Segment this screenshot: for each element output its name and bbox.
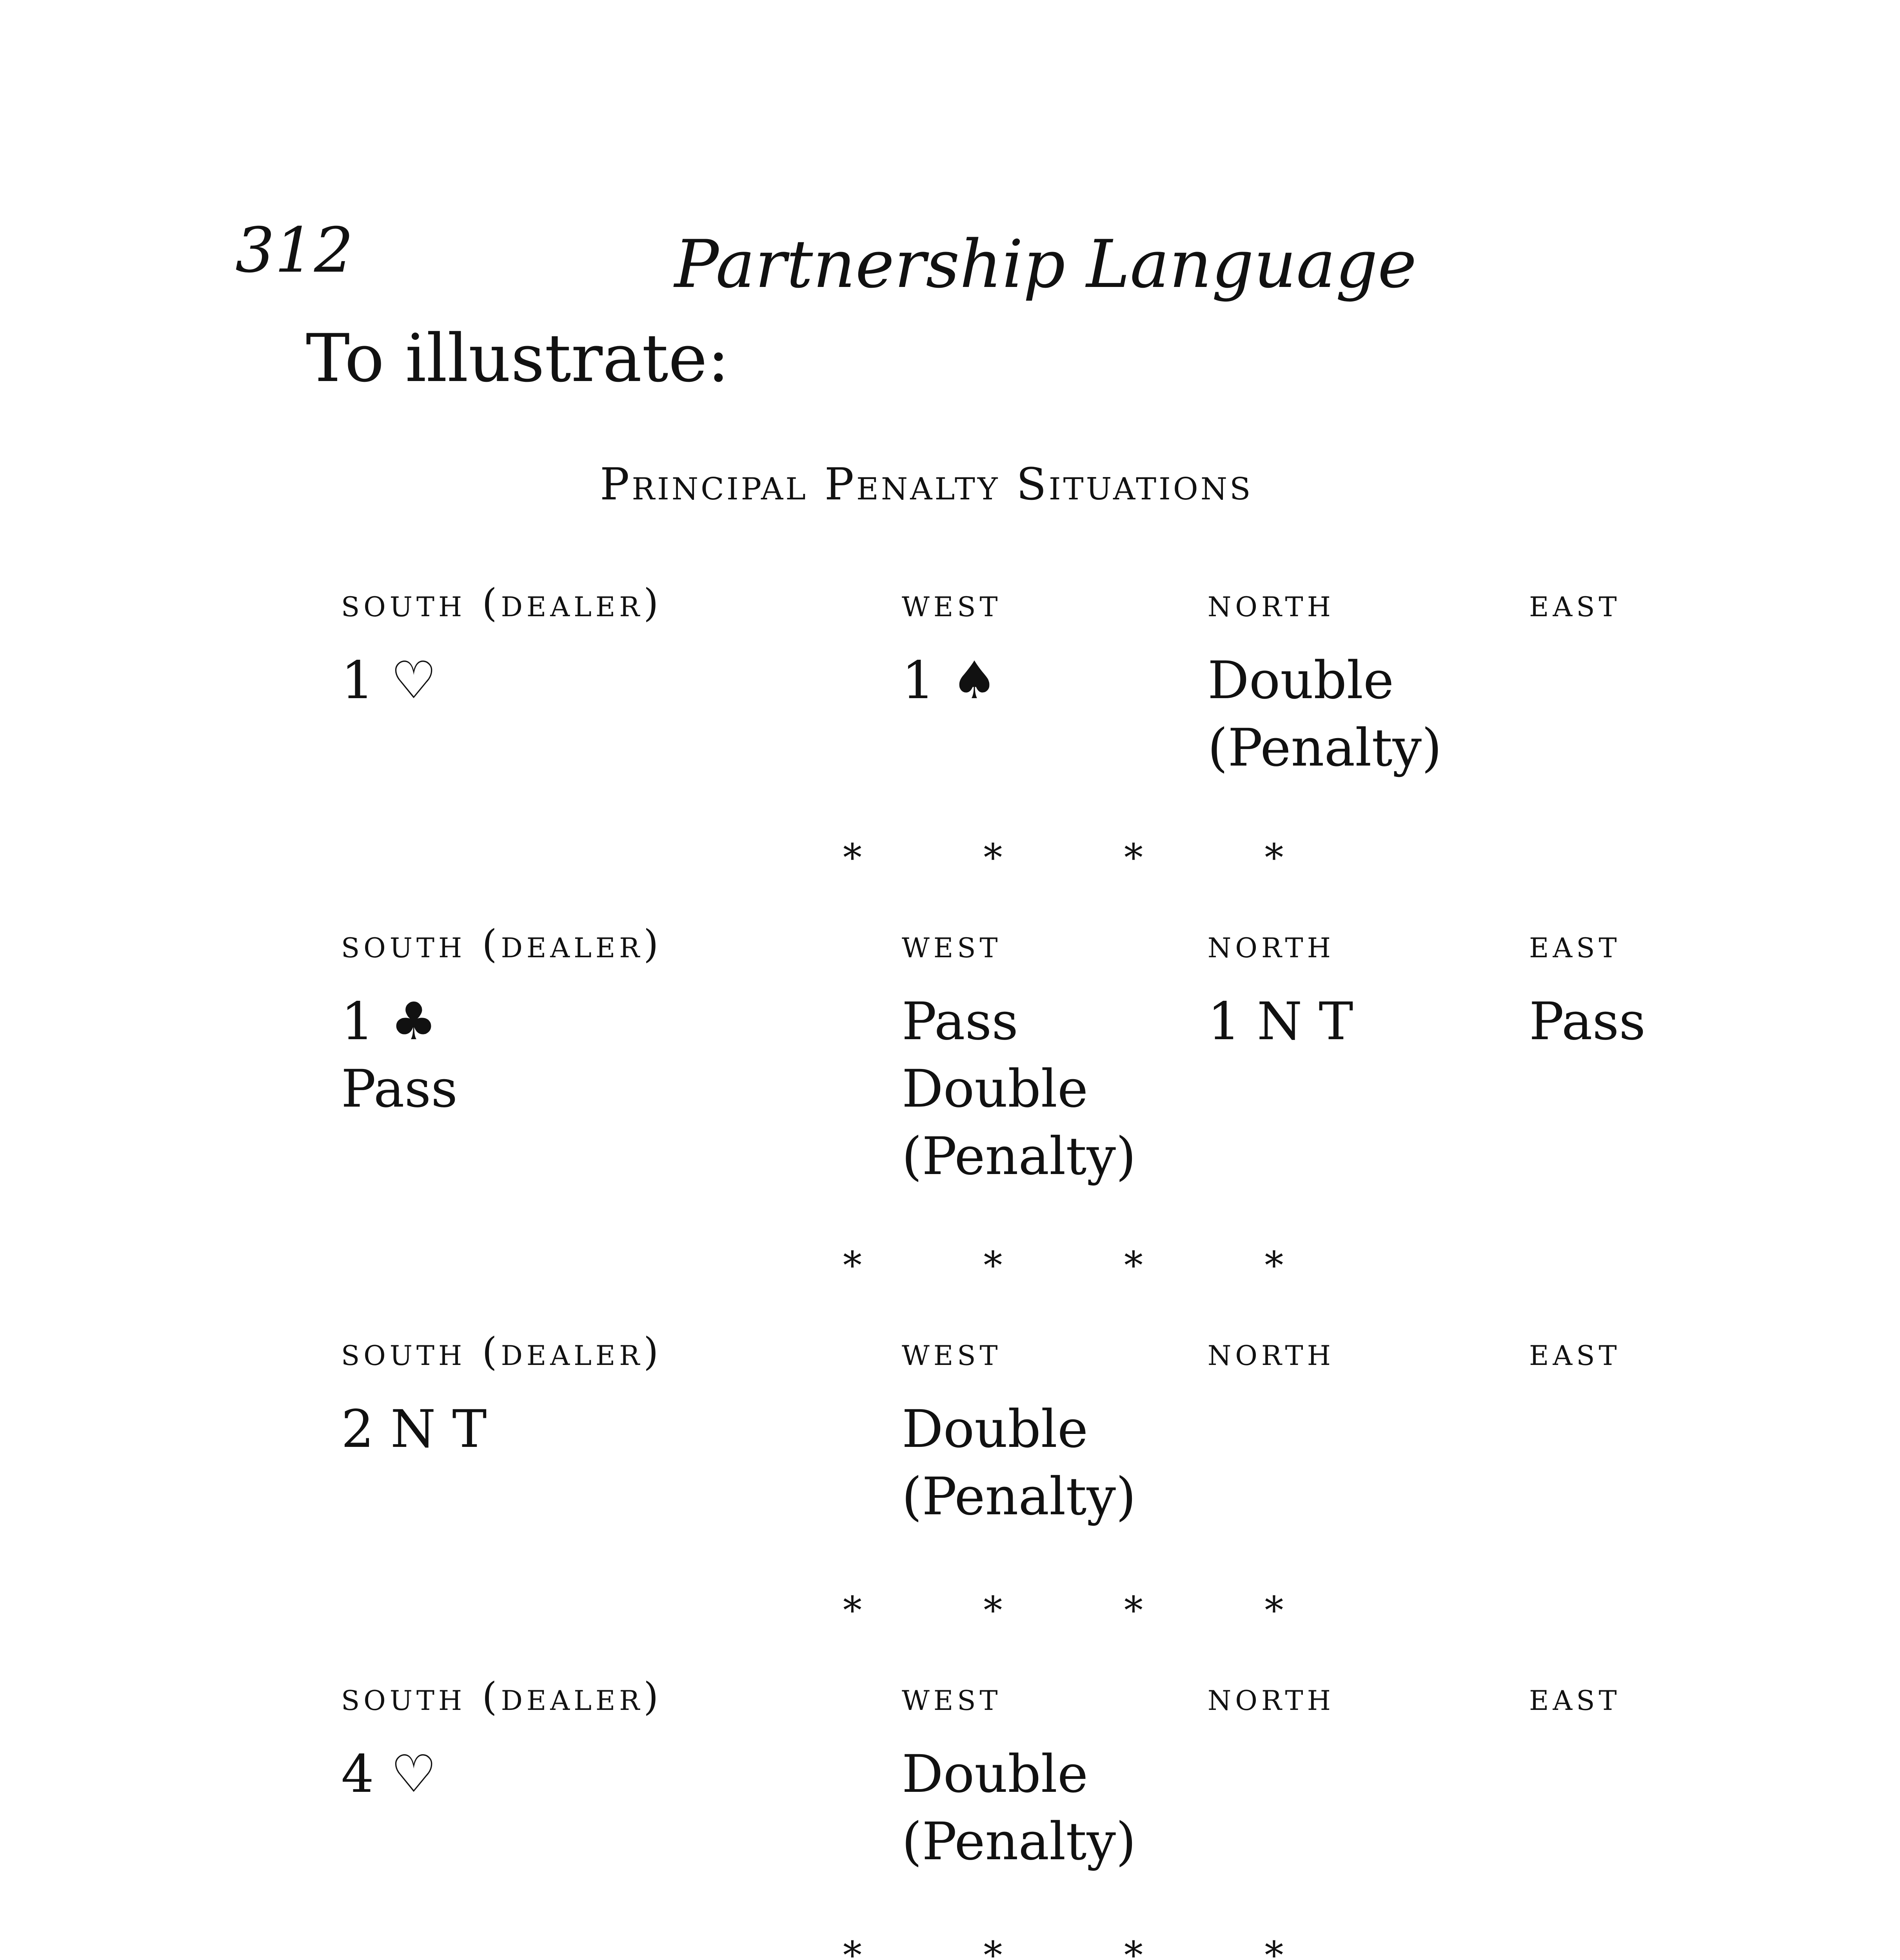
running-head: Partnership Language bbox=[674, 226, 1417, 303]
north-heading: north bbox=[1208, 922, 1335, 967]
east-heading: east bbox=[1529, 1675, 1621, 1719]
west-calls bbox=[902, 1740, 1136, 1875]
east-heading: east bbox=[1529, 922, 1621, 967]
bid-call: Pass bbox=[1529, 991, 1646, 1052]
south-heading: south (dealer) bbox=[341, 1330, 663, 1374]
bid-call: Double bbox=[902, 1399, 1088, 1459]
north-column bbox=[1208, 1330, 1335, 1396]
east-column bbox=[1529, 1330, 1621, 1396]
west-heading: west bbox=[902, 1330, 1002, 1374]
bid-call: Pass bbox=[902, 991, 1019, 1052]
west-calls bbox=[902, 647, 1002, 714]
north-column bbox=[1208, 922, 1353, 1055]
bid-call: (Penalty) bbox=[902, 1811, 1136, 1872]
south-calls bbox=[341, 647, 662, 714]
asterisk-separator: * * * * bbox=[843, 1243, 1339, 1287]
asterisk-separator: * * * * bbox=[843, 836, 1339, 880]
south-calls bbox=[341, 1740, 662, 1808]
bid-call: Double bbox=[1208, 650, 1394, 711]
bid-call: (Penalty) bbox=[902, 1126, 1136, 1187]
north-calls bbox=[1208, 647, 1442, 782]
east-heading: east bbox=[1529, 1330, 1621, 1374]
bid-call: Double bbox=[902, 1059, 1088, 1119]
west-column bbox=[902, 1330, 1136, 1530]
west-column bbox=[902, 922, 1136, 1190]
east-column bbox=[1529, 1675, 1621, 1740]
south-calls bbox=[341, 1396, 662, 1463]
bid-call: 1 ♣ bbox=[341, 991, 437, 1052]
bid-call: Double bbox=[902, 1744, 1088, 1804]
south-column bbox=[341, 922, 663, 1123]
west-heading: west bbox=[902, 922, 1002, 967]
bid-call: (Penalty) bbox=[902, 1466, 1136, 1527]
east-column bbox=[1529, 922, 1646, 1055]
south-column bbox=[341, 581, 663, 714]
west-column bbox=[902, 581, 1002, 714]
south-column bbox=[341, 1675, 663, 1808]
bid-call: (Penalty) bbox=[1208, 718, 1442, 778]
north-heading: north bbox=[1208, 1330, 1335, 1374]
bid-call: 1 ♡ bbox=[341, 650, 437, 711]
west-calls bbox=[902, 1396, 1136, 1530]
north-heading: north bbox=[1208, 581, 1335, 626]
bid-call: 4 ♡ bbox=[341, 1744, 437, 1804]
north-column bbox=[1208, 581, 1442, 782]
south-heading: south (dealer) bbox=[341, 581, 663, 626]
intro-text: To illustrate: bbox=[306, 320, 730, 397]
north-calls bbox=[1208, 988, 1353, 1055]
north-heading: north bbox=[1208, 1675, 1335, 1719]
asterisk-separator: * * * * bbox=[843, 1588, 1339, 1632]
south-column bbox=[341, 1330, 663, 1463]
bid-call: 2 N T bbox=[341, 1399, 487, 1459]
bid-call: 1 N T bbox=[1208, 991, 1353, 1052]
section-title: Principal Penalty Situations bbox=[600, 459, 1253, 510]
east-column bbox=[1529, 581, 1621, 647]
bid-call: Pass bbox=[341, 1059, 458, 1119]
west-heading: west bbox=[902, 581, 1002, 626]
bid-call: 1 ♠ bbox=[902, 650, 998, 711]
north-column bbox=[1208, 1675, 1335, 1740]
asterisk-separator: * * * * bbox=[843, 1933, 1339, 1960]
south-heading: south (dealer) bbox=[341, 1675, 663, 1719]
west-column bbox=[902, 1675, 1136, 1875]
east-calls bbox=[1529, 988, 1646, 1055]
page-number: 312 bbox=[235, 214, 354, 287]
west-calls bbox=[902, 988, 1136, 1190]
south-calls bbox=[341, 988, 662, 1123]
west-heading: west bbox=[902, 1675, 1002, 1719]
south-heading: south (dealer) bbox=[341, 922, 663, 967]
east-heading: east bbox=[1529, 581, 1621, 626]
